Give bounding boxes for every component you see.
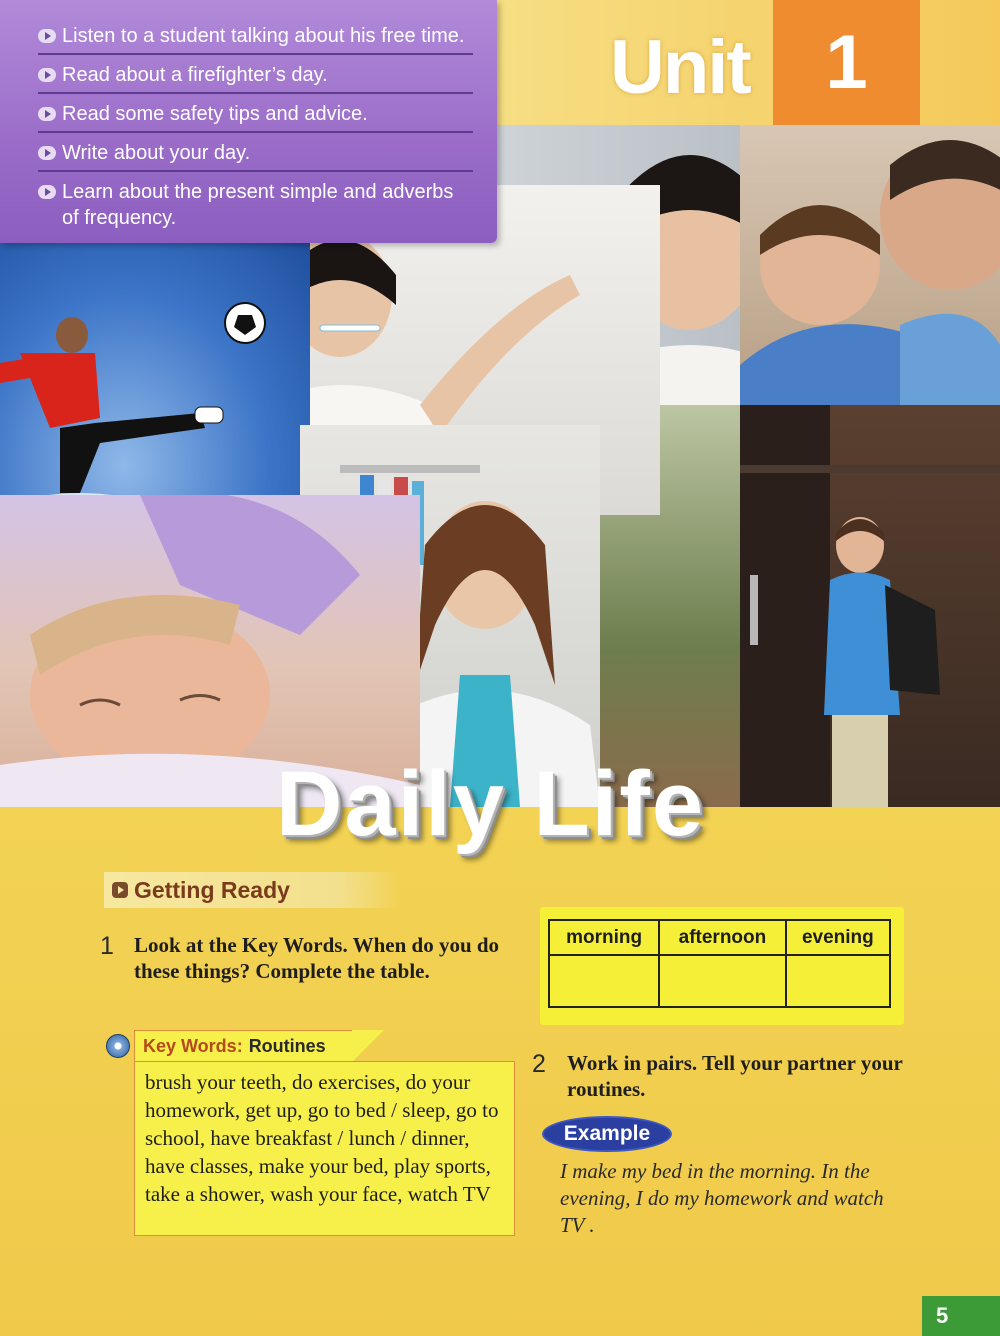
objective-text: Read about a firefighter’s day. xyxy=(62,64,328,86)
key-words-label: Key Words: xyxy=(143,1036,243,1056)
play-bullet-icon xyxy=(38,68,56,82)
task-number: 1 xyxy=(100,932,114,960)
play-bullet-icon xyxy=(38,107,56,121)
play-bullet-icon xyxy=(38,146,56,160)
objective-item xyxy=(38,137,473,172)
play-bullet-icon xyxy=(38,185,56,199)
doorway-photo xyxy=(740,405,1000,807)
unit-title: Daily Life xyxy=(276,753,706,855)
table-header-morning: morning xyxy=(549,920,659,955)
task-instruction: Work in pairs. Tell your partner your routines. xyxy=(567,1051,903,1101)
objective-item xyxy=(38,59,473,94)
objective-text: Write about your day. xyxy=(62,142,251,164)
table-header-evening: evening xyxy=(786,920,890,955)
table-cell-afternoon[interactable] xyxy=(659,955,786,1007)
objectives-panel xyxy=(0,0,497,243)
key-words-tab-edge xyxy=(352,1030,384,1062)
page-number: 5 xyxy=(922,1296,1000,1336)
table-cell-evening[interactable] xyxy=(786,955,890,1007)
objective-text: Learn about the present simple and adverbs of frequency. xyxy=(62,181,454,229)
key-words-box: brush your teeth, do exercises, do your homework, get up, go to bed / sleep, go to school, have breakfast / lunch / dinner, have classes, make your bed, play sports, take a shower, wash your face, watch TV xyxy=(134,1061,515,1236)
unit-number: 1 xyxy=(773,0,920,125)
boy-with-backpack-illustration xyxy=(740,405,1000,807)
table-cell-morning[interactable] xyxy=(549,955,659,1007)
table-header-afternoon: afternoon xyxy=(659,920,786,955)
example-text: I make my bed in the morning. In the evening, I do my homework and watch TV . xyxy=(560,1159,884,1237)
audio-cd-icon xyxy=(106,1034,130,1058)
play-bullet-icon xyxy=(38,29,56,43)
unit-label: Unit xyxy=(610,25,750,110)
routine-table xyxy=(548,919,891,1008)
task-number: 2 xyxy=(532,1050,546,1078)
objective-item xyxy=(38,20,473,55)
getting-ready-label: Getting Ready xyxy=(134,876,290,903)
key-words-tab xyxy=(134,1030,354,1062)
play-bullet-icon xyxy=(112,882,128,898)
key-words-topic: Routines xyxy=(248,1036,326,1056)
objective-text: Read some safety tips and advice. xyxy=(62,103,368,125)
objective-item xyxy=(38,176,473,235)
objective-item xyxy=(38,98,473,133)
getting-ready-heading xyxy=(104,872,400,908)
objective-text: Listen to a student talking about his free time. xyxy=(62,25,465,47)
task-instruction: Look at the Key Words. When do you do these things? Complete the table. xyxy=(134,933,500,983)
example-badge: Example xyxy=(544,1118,670,1150)
routine-table-panel xyxy=(540,907,904,1025)
